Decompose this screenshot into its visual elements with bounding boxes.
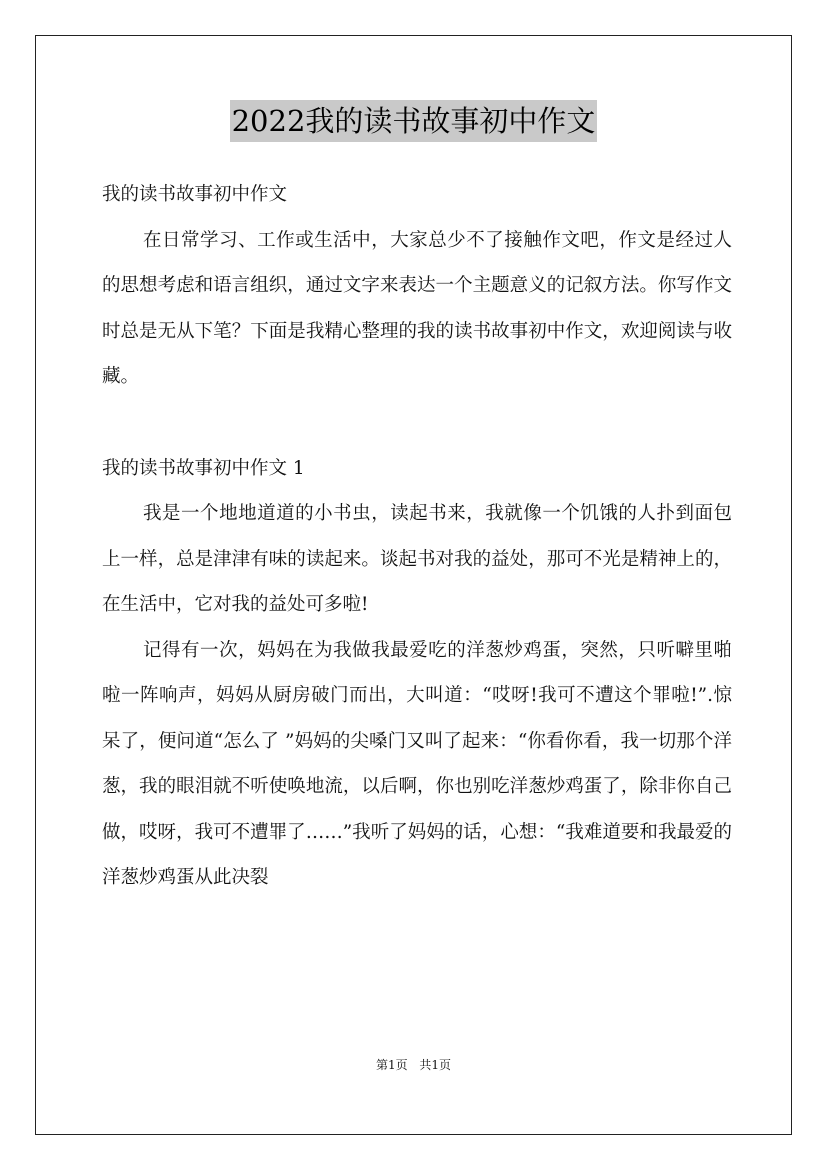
document-body: [102, 172, 732, 901]
title-container: [0, 100, 827, 142]
section1-heading: 我的读书故事初中作文 1: [102, 457, 305, 479]
page-footer: [0, 1057, 827, 1073]
document-title: 2022我的读书故事初中作文: [230, 100, 598, 142]
page-number: 第1页: [375, 1058, 408, 1072]
intro-paragraph: 在日常学习、工作或生活中，大家总少不了接触作文吧，作文是经过人的思想考虑和语言组织，通过文字来表达一个主题意义的记叙方法。你写作文时总是无从下笔？下面是我精心整理的我的读书故事初中作文，欢迎阅读与收藏。: [102, 229, 732, 387]
intro-subheading: 我的读书故事初中作文: [102, 184, 288, 205]
section1-paragraph-2: 记得有一次，妈妈在为我做我最爱吃的洋葱炒鸡蛋，突然，只听噼里啪啦一阵响声，妈妈从厨房破门而出，大叫道：“哎呀!我可不遭这个罪啦!”.惊呆了，便问道“怎么了 ”妈妈的尖嗓门又叫了起来：“你看你看，我一切那个洋葱，我的眼泪就不听使唤地流，以后啊，你也别吃洋葱炒鸡蛋了，除非你自己做，哎呀，我可不遭罪了……”我听了妈妈的话，心想：“我难道要和我最爱的洋葱炒鸡蛋从此决裂: [102, 639, 732, 888]
page-total: 共1页: [419, 1058, 452, 1072]
section1-paragraph-1: 我是一个地地道道的小书虫，读起书来，我就像一个饥饿的人扑到面包上一样，总是津津有味的读起来。谈起书对我的益处，那可不光是精神上的，在生活中，它对我的益处可多啦!: [102, 503, 732, 615]
section-spacer: [102, 400, 732, 446]
